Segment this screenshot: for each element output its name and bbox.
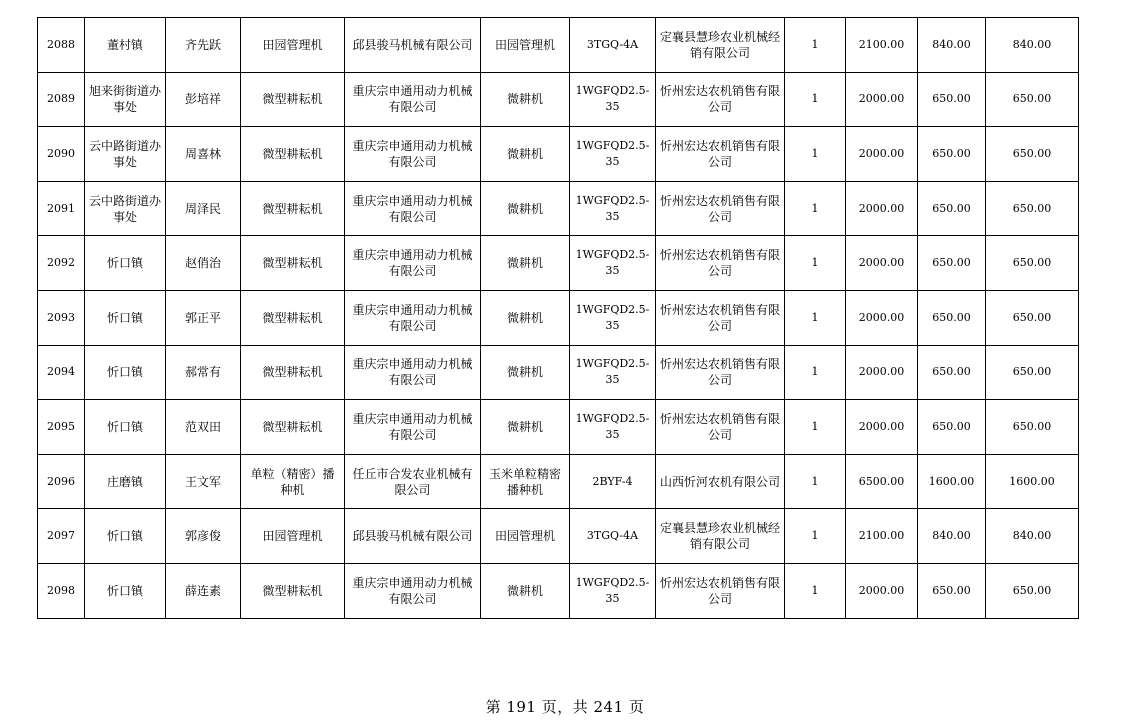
cell-maker: 重庆宗申通用动力机械有限公司 — [345, 127, 481, 182]
cell-total: 650.00 — [986, 72, 1079, 127]
cell-maker: 邱县骏马机械有限公司 — [345, 18, 481, 73]
cell-id: 2093 — [38, 290, 85, 345]
cell-model: 3TGQ-4A — [570, 509, 656, 564]
cell-category: 微型耕耘机 — [241, 72, 345, 127]
cell-id: 2088 — [38, 18, 85, 73]
cell-model: 3TGQ-4A — [570, 18, 656, 73]
cell-subsidy: 650.00 — [918, 400, 986, 455]
cell-product: 田园管理机 — [481, 18, 570, 73]
cell-price: 2000.00 — [846, 290, 918, 345]
cell-qty: 1 — [785, 72, 846, 127]
cell-qty: 1 — [785, 18, 846, 73]
cell-category: 单粒（精密）播种机 — [241, 454, 345, 509]
cell-total: 840.00 — [986, 18, 1079, 73]
cell-category: 微型耕耘机 — [241, 181, 345, 236]
cell-product: 微耕机 — [481, 181, 570, 236]
cell-maker: 重庆宗申通用动力机械有限公司 — [345, 72, 481, 127]
cell-name: 齐先跃 — [166, 18, 241, 73]
cell-subsidy: 650.00 — [918, 290, 986, 345]
cell-price: 2100.00 — [846, 509, 918, 564]
cell-id: 2092 — [38, 236, 85, 291]
cell-name: 郭正平 — [166, 290, 241, 345]
cell-total: 650.00 — [986, 236, 1079, 291]
cell-name: 郝常有 — [166, 345, 241, 400]
cell-price: 2000.00 — [846, 400, 918, 455]
table-row — [38, 563, 1079, 618]
cell-id: 2096 — [38, 454, 85, 509]
cell-total: 840.00 — [986, 509, 1079, 564]
cell-qty: 1 — [785, 181, 846, 236]
cell-product: 玉米单粒精密播种机 — [481, 454, 570, 509]
cell-qty: 1 — [785, 345, 846, 400]
table-row — [38, 236, 1079, 291]
cell-name: 薛连素 — [166, 563, 241, 618]
cell-town: 旭来街街道办事处 — [85, 72, 166, 127]
cell-total: 1600.00 — [986, 454, 1079, 509]
cell-dealer: 定襄县慧珍农业机械经销有限公司 — [656, 509, 785, 564]
cell-category: 田园管理机 — [241, 18, 345, 73]
cell-name: 周喜林 — [166, 127, 241, 182]
cell-maker: 邱县骏马机械有限公司 — [345, 509, 481, 564]
cell-qty: 1 — [785, 236, 846, 291]
table-row — [38, 127, 1079, 182]
cell-town: 忻口镇 — [85, 509, 166, 564]
cell-dealer: 忻州宏达农机销售有限公司 — [656, 72, 785, 127]
table-row — [38, 18, 1079, 73]
cell-total: 650.00 — [986, 290, 1079, 345]
cell-product: 田园管理机 — [481, 509, 570, 564]
cell-maker: 重庆宗申通用动力机械有限公司 — [345, 181, 481, 236]
cell-qty: 1 — [785, 127, 846, 182]
cell-subsidy: 650.00 — [918, 563, 986, 618]
cell-category: 微型耕耘机 — [241, 290, 345, 345]
cell-town: 忻口镇 — [85, 345, 166, 400]
cell-subsidy: 650.00 — [918, 72, 986, 127]
cell-town: 忻口镇 — [85, 400, 166, 455]
page-number: 第 191 页，共 241 页 — [485, 698, 645, 716]
cell-product: 微耕机 — [481, 400, 570, 455]
cell-product: 微耕机 — [481, 127, 570, 182]
cell-id: 2098 — [38, 563, 85, 618]
table-body — [38, 18, 1079, 619]
cell-town: 董村镇 — [85, 18, 166, 73]
cell-dealer: 忻州宏达农机销售有限公司 — [656, 181, 785, 236]
cell-dealer: 忻州宏达农机销售有限公司 — [656, 345, 785, 400]
cell-price: 2000.00 — [846, 563, 918, 618]
cell-subsidy: 840.00 — [918, 509, 986, 564]
cell-id: 2091 — [38, 181, 85, 236]
table-row — [38, 509, 1079, 564]
table-row — [38, 72, 1079, 127]
cell-maker: 重庆宗申通用动力机械有限公司 — [345, 345, 481, 400]
cell-dealer: 忻州宏达农机销售有限公司 — [656, 127, 785, 182]
cell-category: 田园管理机 — [241, 509, 345, 564]
cell-maker: 任丘市合发农业机械有限公司 — [345, 454, 481, 509]
cell-total: 650.00 — [986, 345, 1079, 400]
cell-dealer: 忻州宏达农机销售有限公司 — [656, 563, 785, 618]
cell-dealer: 忻州宏达农机销售有限公司 — [656, 236, 785, 291]
cell-product: 微耕机 — [481, 72, 570, 127]
cell-model: 1WGFQD2.5-35 — [570, 400, 656, 455]
cell-price: 2000.00 — [846, 345, 918, 400]
cell-total: 650.00 — [986, 400, 1079, 455]
cell-qty: 1 — [785, 454, 846, 509]
cell-maker: 重庆宗申通用动力机械有限公司 — [345, 400, 481, 455]
cell-dealer: 山西忻河农机有限公司 — [656, 454, 785, 509]
cell-price: 6500.00 — [846, 454, 918, 509]
cell-subsidy: 650.00 — [918, 181, 986, 236]
cell-model: 1WGFQD2.5-35 — [570, 290, 656, 345]
cell-town: 忻口镇 — [85, 563, 166, 618]
cell-price: 2100.00 — [846, 18, 918, 73]
cell-price: 2000.00 — [846, 72, 918, 127]
table-row — [38, 181, 1079, 236]
cell-total: 650.00 — [986, 563, 1079, 618]
cell-model: 1WGFQD2.5-35 — [570, 72, 656, 127]
cell-product: 微耕机 — [481, 345, 570, 400]
cell-category: 微型耕耘机 — [241, 400, 345, 455]
cell-category: 微型耕耘机 — [241, 563, 345, 618]
subsidy-table — [37, 17, 1079, 619]
cell-dealer: 忻州宏达农机销售有限公司 — [656, 290, 785, 345]
cell-qty: 1 — [785, 290, 846, 345]
cell-id: 2089 — [38, 72, 85, 127]
cell-price: 2000.00 — [846, 181, 918, 236]
cell-town: 庄磨镇 — [85, 454, 166, 509]
cell-town: 云中路街道办事处 — [85, 181, 166, 236]
cell-maker: 重庆宗申通用动力机械有限公司 — [345, 236, 481, 291]
cell-maker: 重庆宗申通用动力机械有限公司 — [345, 290, 481, 345]
cell-dealer: 定襄县慧珍农业机械经销有限公司 — [656, 18, 785, 73]
cell-name: 彭培祥 — [166, 72, 241, 127]
table-row — [38, 345, 1079, 400]
cell-model: 1WGFQD2.5-35 — [570, 236, 656, 291]
cell-total: 650.00 — [986, 127, 1079, 182]
cell-town: 忻口镇 — [85, 290, 166, 345]
cell-id: 2097 — [38, 509, 85, 564]
cell-price: 2000.00 — [846, 236, 918, 291]
cell-town: 忻口镇 — [85, 236, 166, 291]
cell-id: 2090 — [38, 127, 85, 182]
cell-subsidy: 840.00 — [918, 18, 986, 73]
cell-id: 2095 — [38, 400, 85, 455]
cell-qty: 1 — [785, 509, 846, 564]
cell-subsidy: 650.00 — [918, 345, 986, 400]
cell-id: 2094 — [38, 345, 85, 400]
cell-model: 1WGFQD2.5-35 — [570, 563, 656, 618]
cell-product: 微耕机 — [481, 290, 570, 345]
cell-name: 赵俏治 — [166, 236, 241, 291]
cell-category: 微型耕耘机 — [241, 127, 345, 182]
cell-subsidy: 650.00 — [918, 236, 986, 291]
cell-qty: 1 — [785, 563, 846, 618]
cell-qty: 1 — [785, 400, 846, 455]
cell-model: 1WGFQD2.5-35 — [570, 181, 656, 236]
table-row — [38, 400, 1079, 455]
cell-name: 郭彦俊 — [166, 509, 241, 564]
cell-name: 周泽民 — [166, 181, 241, 236]
cell-model: 1WGFQD2.5-35 — [570, 345, 656, 400]
cell-name: 范双田 — [166, 400, 241, 455]
cell-name: 王文军 — [166, 454, 241, 509]
cell-total: 650.00 — [986, 181, 1079, 236]
cell-product: 微耕机 — [481, 236, 570, 291]
cell-subsidy: 650.00 — [918, 127, 986, 182]
cell-subsidy: 1600.00 — [918, 454, 986, 509]
cell-category: 微型耕耘机 — [241, 236, 345, 291]
table-row — [38, 454, 1079, 509]
cell-dealer: 忻州宏达农机销售有限公司 — [656, 400, 785, 455]
cell-model: 1WGFQD2.5-35 — [570, 127, 656, 182]
cell-model: 2BYF-4 — [570, 454, 656, 509]
table-row — [38, 290, 1079, 345]
cell-price: 2000.00 — [846, 127, 918, 182]
cell-town: 云中路街道办事处 — [85, 127, 166, 182]
cell-product: 微耕机 — [481, 563, 570, 618]
cell-maker: 重庆宗申通用动力机械有限公司 — [345, 563, 481, 618]
cell-category: 微型耕耘机 — [241, 345, 345, 400]
